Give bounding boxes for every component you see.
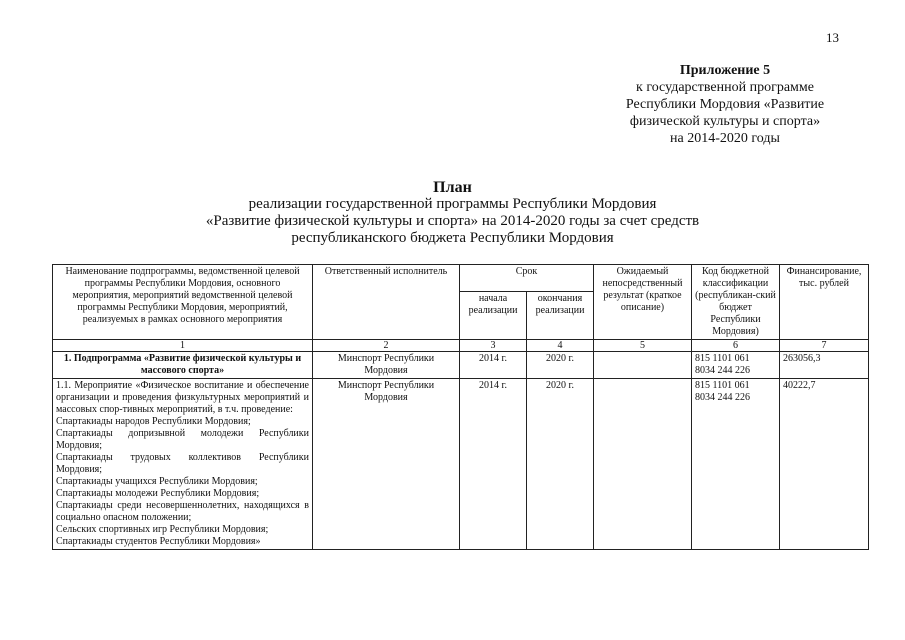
row-funding: 40222,7: [780, 379, 869, 550]
table-row: [53, 352, 869, 379]
header-end: окончания реализации: [527, 291, 594, 339]
row-name: 1. Подпрограмма «Развитие физической культуры и массового спорта»: [53, 352, 313, 379]
column-number: 5: [594, 340, 692, 352]
header-executor: Ответственный исполнитель: [313, 265, 460, 340]
row-code-line: 815 1101 061: [695, 353, 750, 364]
header-funding: Финансирование, тыс. рублей: [780, 265, 869, 340]
plan-table: [52, 264, 869, 550]
row-code: [692, 352, 780, 379]
row-result: [594, 379, 692, 550]
list-item: Спартакиады народов Республики Мордовия;: [56, 416, 251, 427]
column-number: 3: [460, 340, 527, 352]
list-item: Спартакиады среди несовершеннолетних, находящихся в социально опасном положении;: [56, 500, 309, 523]
column-number-row: [53, 340, 869, 352]
appendix-line: Республики Мордовия «Развитие: [625, 97, 825, 112]
row-code-line: 8034 244 226: [695, 365, 750, 376]
row-name-cell: [53, 379, 313, 550]
appendix-line: к государственной программе: [636, 80, 814, 95]
header-name: Наименование подпрограммы, ведомственной целевой программы Республики Мордовия, основного мероприятия, мероприятий ведомственной целевой программы Республики Мордовия, мероприятий, реализуемых в рамках основного мероприятия: [53, 265, 313, 340]
row-code-line: 8034 244 226: [695, 392, 750, 403]
row-start: 2014 г.: [460, 352, 527, 379]
row-end: 2020 г.: [527, 352, 594, 379]
appendix-title: Приложение 5: [679, 63, 771, 78]
list-item: Спартакиады молодежи Республики Мордовия;: [56, 488, 260, 499]
header-start: начала реализации: [460, 291, 527, 339]
column-number: 7: [780, 340, 869, 352]
heading-line: «Развитие физической культуры и спорта» на 2014-2020 годы за счет средств: [205, 213, 700, 229]
table-row: [53, 379, 869, 550]
list-item: Спартакиады учащихся Республики Мордовия;: [56, 476, 258, 487]
row-result: [594, 352, 692, 379]
row-name: 1.1. Мероприятие «Физическое воспитание и обеспечение организации и проведения физкультурных мероприятий и массовых спор-тивных мероприятий, в т.ч. проведение:: [56, 380, 309, 415]
heading-title: План: [433, 179, 472, 196]
document-heading: [120, 179, 785, 247]
column-number: 4: [527, 340, 594, 352]
list-item: Спартакиады допризывной молодежи Республики Мордовия;: [56, 428, 309, 451]
row-start: 2014 г.: [460, 379, 527, 550]
column-number: 2: [313, 340, 460, 352]
row-executor: Минспорт Республики Мордовия: [313, 352, 460, 379]
header-code: Код бюджетной классификации (республикан-ский бюджет Республики Мордовия): [692, 265, 780, 340]
row-end: 2020 г.: [527, 379, 594, 550]
list-item: Сельских спортивных игр Республики Мордовия;: [56, 524, 269, 535]
heading-line: реализации государственной программы Республики Мордовия: [248, 196, 657, 212]
header-result: Ожидаемый непосредственный результат (краткое описание): [594, 265, 692, 340]
list-item: Спартакиады трудовых коллективов Республики Мордовия;: [56, 452, 309, 475]
appendix-block: [600, 62, 850, 147]
row-funding: 263056,3: [780, 352, 869, 379]
row-code: [692, 379, 780, 550]
heading-line: республиканского бюджета Республики Мордовия: [291, 230, 614, 246]
header-term: Срок: [460, 265, 594, 292]
appendix-line: физической культуры и спорта»: [629, 114, 821, 129]
page-number: 13: [826, 30, 839, 45]
column-number: 1: [53, 340, 313, 352]
row-code-line: 815 1101 061: [695, 380, 750, 391]
column-number: 6: [692, 340, 780, 352]
list-item: Спартакиады студентов Республики Мордовия»: [56, 536, 261, 547]
appendix-line: на 2014-2020 годы: [670, 131, 780, 146]
row-executor: Минспорт Республики Мордовия: [313, 379, 460, 550]
